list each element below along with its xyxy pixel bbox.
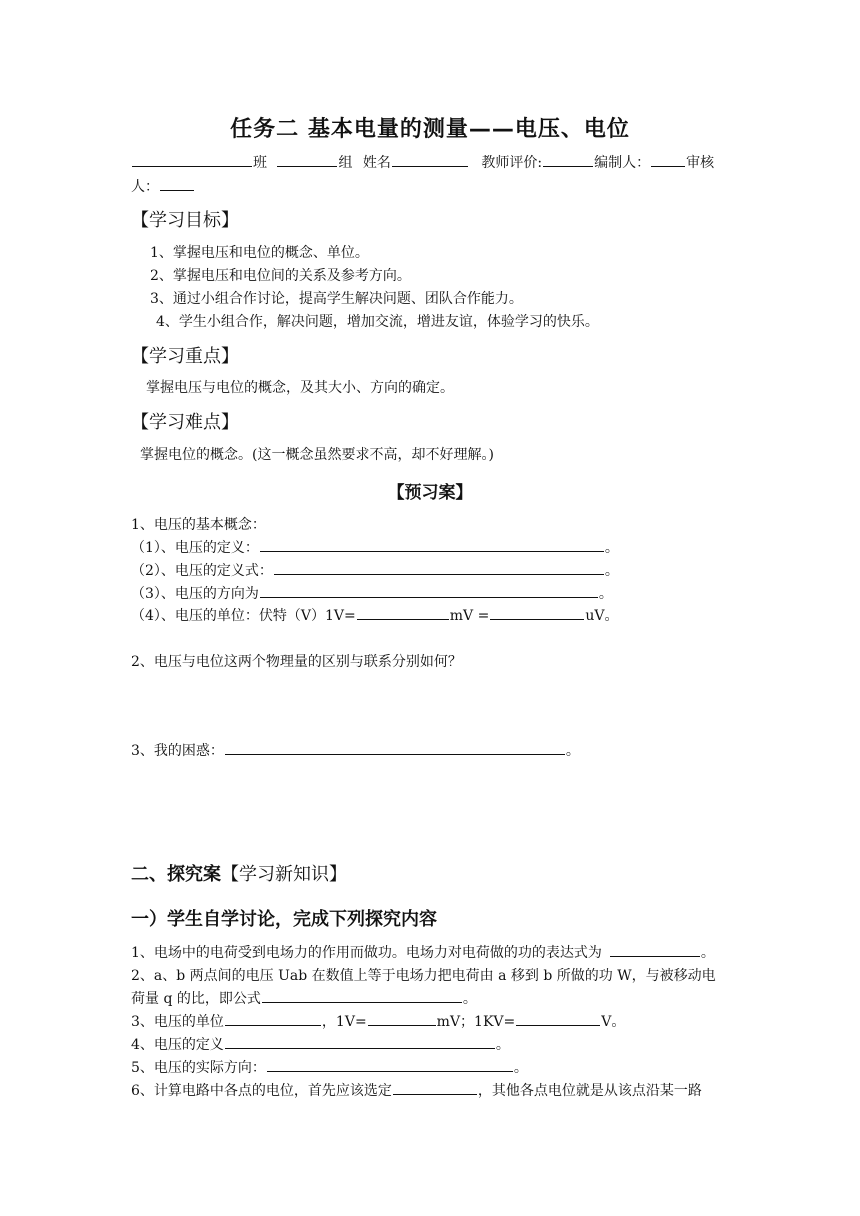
answer-blank[interactable]: [225, 740, 565, 755]
preview-heading: 【预习案】: [387, 483, 473, 503]
answer-blank[interactable]: [393, 1080, 477, 1095]
preview-q2: 2、电压与电位这两个物理量的区别与联系分别如何？: [131, 654, 462, 670]
preview-q1-4: （4）、电压的单位：伏特（V）1V= mV = uV。: [131, 605, 618, 625]
answer-blank[interactable]: [262, 988, 462, 1003]
preview-q1-1: （1）、电压的定义： 。: [131, 537, 619, 557]
answer-blank[interactable]: [368, 1011, 436, 1026]
explore-line-2b: 荷量 q 的比，即公式 。: [131, 988, 477, 1008]
explore-line-1: 1、电场中的电荷受到电场力的作用而做功。电场力对电荷做的功的表达式为 。: [131, 942, 715, 962]
answer-blank[interactable]: [260, 537, 604, 552]
answer-blank[interactable]: [490, 605, 584, 620]
editor-blank[interactable]: [651, 152, 685, 167]
class-blank[interactable]: [132, 152, 252, 167]
group-blank[interactable]: [277, 152, 337, 167]
difficulty-heading: 【学习难点】: [131, 412, 239, 433]
preview-q1-2: （2）、电压的定义式： 。: [131, 560, 619, 580]
goal-item: 4、学生小组合作，解决问题，增加交流，增进友谊，体验学习的快乐。: [156, 314, 599, 330]
answer-blank[interactable]: [225, 1034, 495, 1049]
page-title: 任务二 基本电量的测量——电压、电位: [230, 117, 630, 142]
teacher-eval-blank[interactable]: [543, 152, 593, 167]
explore-subheading: 一）学生自学讨论，完成下列探究内容: [131, 909, 437, 930]
reviewer-blank[interactable]: [160, 176, 194, 191]
goal-item: 3、通过小组合作讨论，提高学生解决问题、团队合作能力。: [150, 291, 523, 307]
key-heading: 【学习重点】: [131, 346, 239, 367]
header-info-line: 班 组 姓名 教师评价: 编制人： 审核: [131, 152, 714, 172]
answer-blank[interactable]: [610, 942, 700, 957]
preview-q1: 1、电压的基本概念：: [131, 517, 266, 533]
preview-q3: 3、我的困惑： 。: [131, 740, 580, 760]
explore-line-4: 4、电压的定义 。: [131, 1034, 510, 1054]
explore-line-6: 6、计算电路中各点的电位，首先应该选定 ，其他各点电位就是从该点沿某一路: [131, 1080, 702, 1100]
name-blank[interactable]: [392, 152, 468, 167]
answer-blank[interactable]: [267, 1057, 513, 1072]
preview-q1-3: （3）、电压的方向为 。: [131, 583, 613, 603]
key-text: 掌握电压与电位的概念，及其大小、方向的确定。: [146, 380, 454, 396]
difficulty-text: 掌握电位的概念。(这一概念虽然要求不高，却不好理解。): [140, 447, 494, 463]
explore-line-2: 2、a、b 两点间的电压 Uab 在数值上等于电场力把电荷由 a 移到 b 所做的功 W，与被移动电: [131, 968, 716, 984]
explore-line-3: 3、电压的单位 ，1V= mV；1KV= V。: [131, 1011, 625, 1031]
goals-heading: 【学习目标】: [131, 210, 239, 231]
answer-blank[interactable]: [516, 1011, 600, 1026]
answer-blank[interactable]: [260, 583, 598, 598]
explore-line-5: 5、电压的实际方向： 。: [131, 1057, 528, 1077]
goal-item: 2、掌握电压和电位间的关系及参考方向。: [150, 268, 411, 284]
explore-heading: 二、探究案【学习新知识】: [131, 864, 347, 885]
answer-blank[interactable]: [357, 605, 449, 620]
answer-blank[interactable]: [274, 560, 604, 575]
answer-blank[interactable]: [225, 1011, 321, 1026]
header-reviewer-line: 人：: [131, 176, 195, 196]
goal-item: 1、掌握电压和电位的概念、单位。: [150, 245, 369, 261]
